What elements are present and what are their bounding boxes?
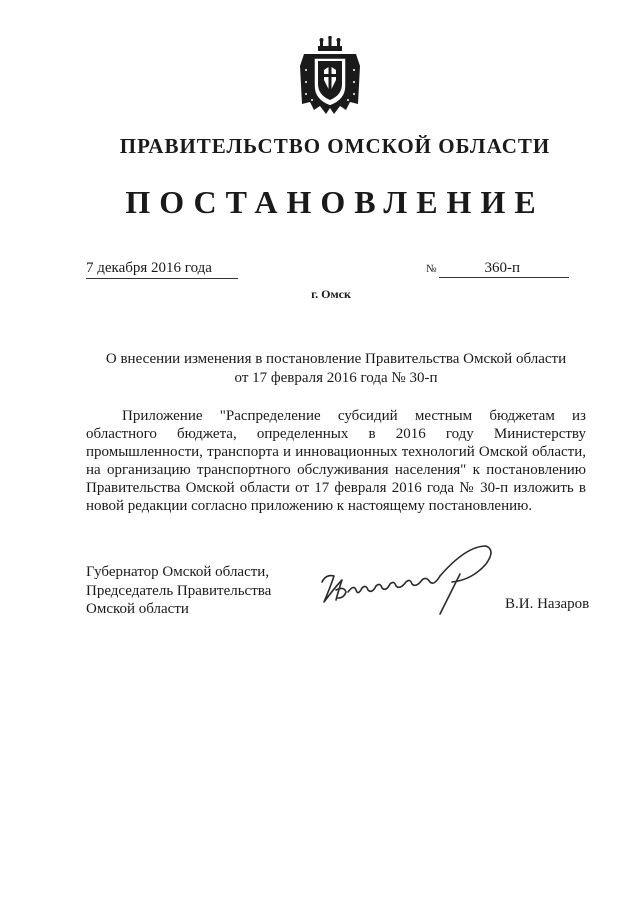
signer-name: В.И. Назаров xyxy=(505,596,590,612)
omsk-coat-of-arms-icon xyxy=(294,36,366,116)
number-value: 360-п xyxy=(439,260,569,278)
signer-title xyxy=(86,563,271,619)
number-sign: № xyxy=(426,263,437,275)
document-number xyxy=(426,260,569,278)
subject-line: О внесении изменения в постановление Правительства Омской области xyxy=(105,351,567,367)
document-type: ПОСТАНОВЛЕНИЕ xyxy=(125,184,545,220)
document-date: 7 декабря 2016 года xyxy=(86,260,238,279)
subject-line: от 17 февраля 2016 года № 30-п xyxy=(234,370,438,386)
signer-title-line: Губернатор Омской области, xyxy=(86,564,270,580)
body-paragraph: Приложение "Распределение субсидий местным бюджетам из областного бюджета, определенных в 2016 году Министерству промышленности, транспорта и инновационных технологий Омской области, на организацию транспортного обслуживания населения" к постановлению Правительства Омской области от 17 февраля 2016 года № 30-п изложить в новой редакции согласно приложению к настоящему постановлению. xyxy=(86,408,586,514)
document-city: г. Омск xyxy=(311,287,351,301)
document-subject xyxy=(86,350,586,388)
government-title: ПРАВИТЕЛЬСТВО ОМСКОЙ ОБЛАСТИ xyxy=(119,134,551,158)
signer-title-line: Председатель Правительства xyxy=(86,582,272,599)
signer-title-line: Омской области xyxy=(86,601,189,617)
handwritten-signature-icon xyxy=(316,540,498,620)
